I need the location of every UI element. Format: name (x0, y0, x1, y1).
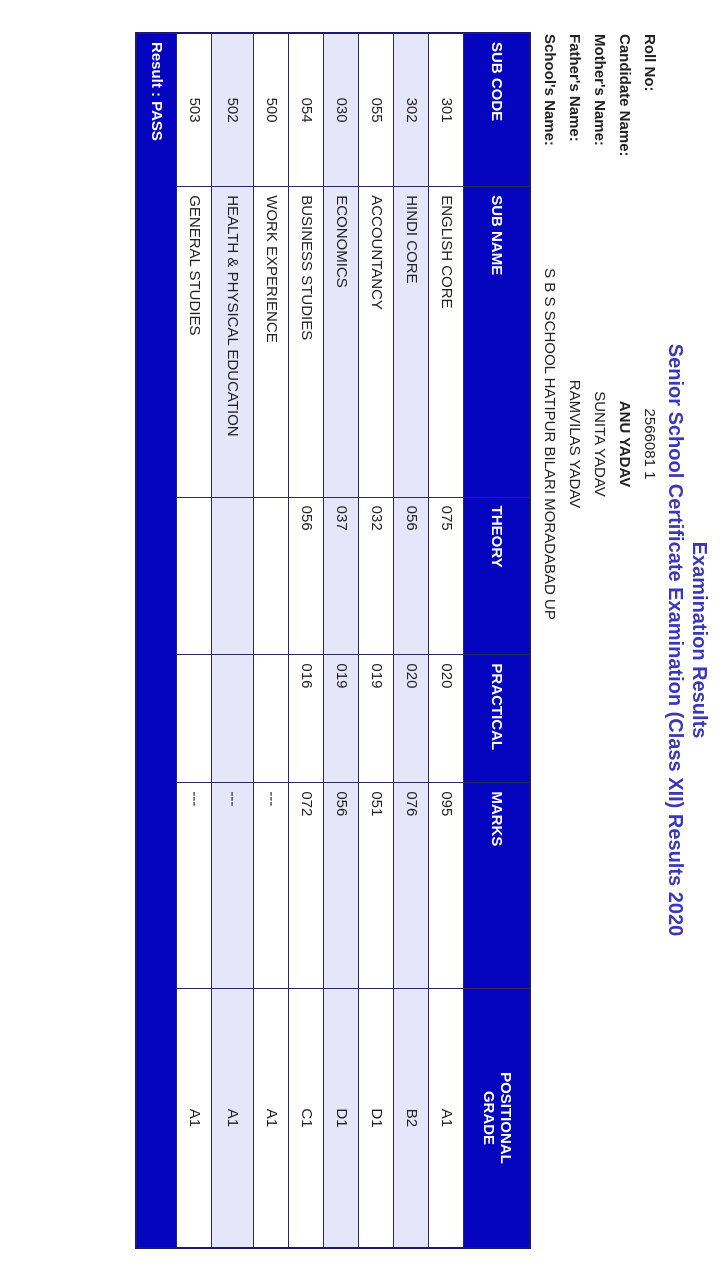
practical-cell: 020 (394, 655, 429, 783)
mother-name-row (587, 34, 612, 694)
header-practical: PRACTICAL (464, 655, 530, 783)
theory-cell (254, 497, 289, 655)
table-row (394, 33, 429, 1248)
practical-cell (212, 655, 254, 783)
header-sub-name: SUB NAME (464, 187, 530, 497)
candidate-details (537, 34, 662, 694)
table-row (254, 33, 289, 1248)
theory-cell (212, 497, 254, 655)
sub-code-cell: 054 (289, 33, 324, 187)
header-theory: THEORY (464, 497, 530, 655)
theory-cell: 056 (394, 497, 429, 655)
roll-number-row (637, 34, 662, 694)
theory-cell (177, 497, 212, 655)
sub-code-cell: 503 (177, 33, 212, 187)
page-title: Examination Results (688, 541, 710, 739)
sub-code-cell: 030 (324, 33, 359, 187)
roll-number-value: 2566081 1 (641, 408, 658, 480)
grade-cell: A1 (177, 988, 212, 1248)
grade-cell: A1 (429, 988, 464, 1248)
grade-cell: D1 (324, 988, 359, 1248)
practical-cell: 019 (324, 655, 359, 783)
sub-name-cell: ECONOMICS (324, 187, 359, 497)
father-name-row (562, 34, 587, 694)
sub-name-cell: ENGLISH CORE (429, 187, 464, 497)
candidate-name-row (612, 34, 637, 694)
marks-cell: --- (254, 783, 289, 989)
marks-cell: 095 (429, 783, 464, 989)
candidate-name-label: Candidate Name: (616, 34, 633, 157)
sub-code-cell: 301 (429, 33, 464, 187)
practical-cell (177, 655, 212, 783)
theory-cell: 075 (429, 497, 464, 655)
school-name-row (537, 34, 562, 694)
father-name-label: Father's Name: (566, 34, 583, 142)
sub-code-cell: 500 (254, 33, 289, 187)
table-row (212, 33, 254, 1248)
theory-cell: 037 (324, 497, 359, 655)
header-grade-line-1: POSITIONAL (496, 1072, 514, 1164)
sub-name-cell: WORK EXPERIENCE (254, 187, 289, 497)
theory-cell: 056 (289, 497, 324, 655)
result-status: Result : PASS (136, 33, 177, 1248)
table-row (177, 33, 212, 1248)
marks-cell: --- (212, 783, 254, 989)
marks-cell: 076 (394, 783, 429, 989)
sub-name-cell: BUSINESS STUDIES (289, 187, 324, 497)
practical-cell: 019 (359, 655, 394, 783)
candidate-name-value: ANU YADAV (616, 400, 633, 488)
sub-name-cell: ACCOUNTANCY (359, 187, 394, 497)
grade-cell: D1 (359, 988, 394, 1248)
mother-name-label: Mother's Name: (591, 34, 608, 146)
marks-table (135, 32, 531, 1249)
table-row (359, 33, 394, 1248)
father-name-value: RAMVILAS YADAV (566, 379, 583, 509)
table-header-row (464, 33, 530, 1248)
grade-cell: B2 (394, 988, 429, 1248)
header-sub-code: SUB CODE (464, 33, 530, 187)
table-row (429, 33, 464, 1248)
marks-cell: 056 (324, 783, 359, 989)
sub-name-cell: HEALTH & PHYSICAL EDUCATION (212, 187, 254, 497)
mother-name-value: SUNITA YADAV (591, 391, 608, 497)
theory-cell: 032 (359, 497, 394, 655)
page-subtitle: Senior School Certificate Examination (Class XII) Results 2020 (664, 343, 686, 937)
sub-code-cell: 055 (359, 33, 394, 187)
sub-code-cell: 302 (394, 33, 429, 187)
result-row (136, 33, 177, 1248)
practical-cell: 020 (429, 655, 464, 783)
roll-number-label: Roll No: (641, 34, 658, 92)
grade-cell: C1 (289, 988, 324, 1248)
table-row (324, 33, 359, 1248)
grade-cell: A1 (212, 988, 254, 1248)
practical-cell (254, 655, 289, 783)
sub-name-cell: GENERAL STUDIES (177, 187, 212, 497)
sub-name-cell: HINDI CORE (394, 187, 429, 497)
header-grade-line-2: GRADE (479, 1090, 497, 1146)
school-name-label: School's Name: (541, 34, 558, 146)
sub-code-cell: 502 (212, 33, 254, 187)
header-positional-grade (464, 988, 530, 1248)
marks-cell: 051 (359, 783, 394, 989)
table-row (289, 33, 324, 1248)
marks-cell: --- (177, 783, 212, 989)
school-name-value: S B S SCHOOL HATIPUR BILARI MORADABAD UP (541, 268, 558, 620)
marks-cell: 072 (289, 783, 324, 989)
practical-cell: 016 (289, 655, 324, 783)
grade-cell: A1 (254, 988, 289, 1248)
header-marks: MARKS (464, 783, 530, 989)
